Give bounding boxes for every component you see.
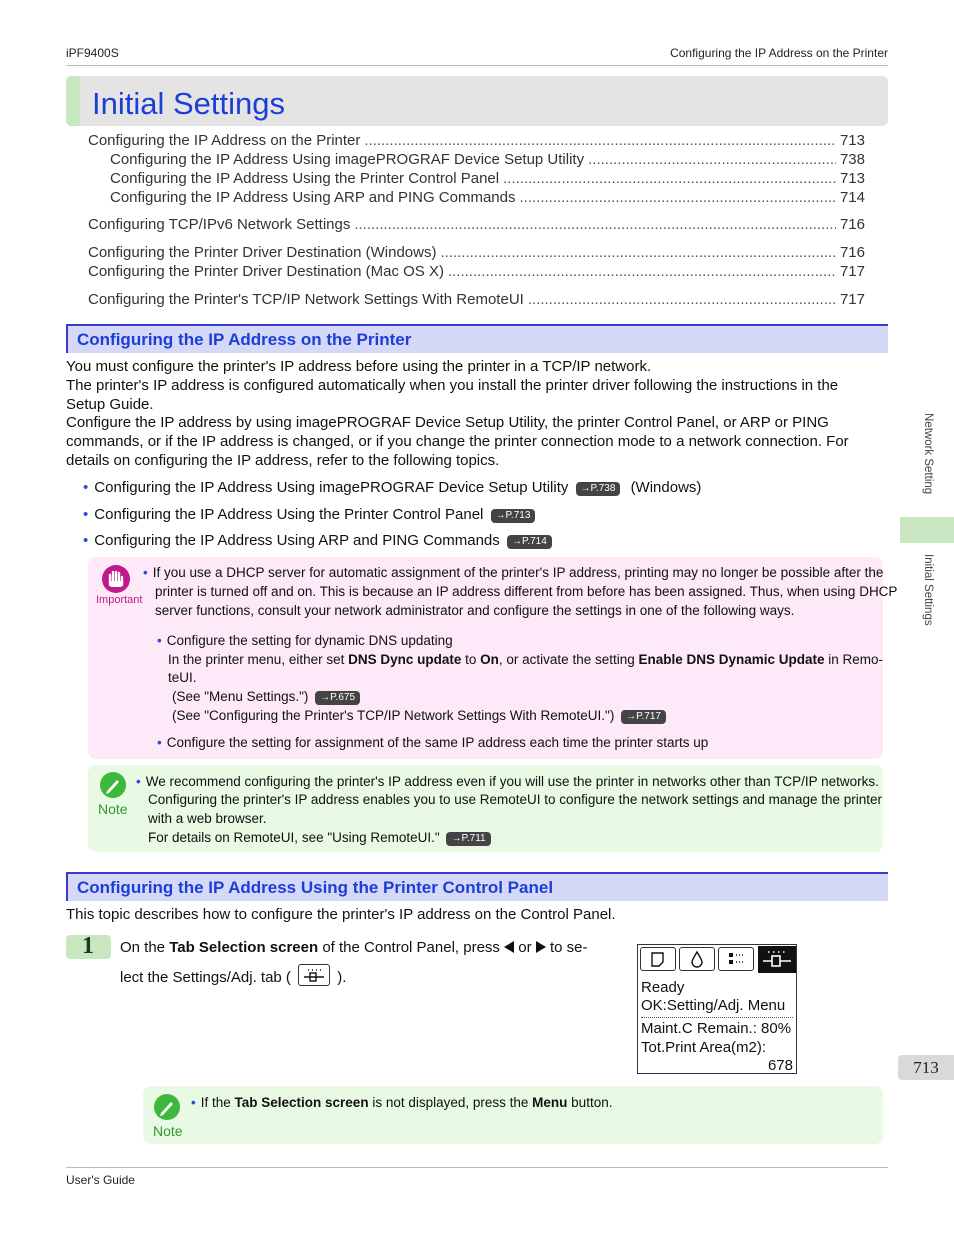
header-rule [66, 65, 888, 66]
toc-entry[interactable] [88, 263, 865, 280]
step-instruction: On the Tab Selection screen of the Control Panel, press or to se- [120, 939, 588, 956]
important-subitem-detail: In the printer menu, either set DNS Dync update to On, or activate the setting Enable DNS Dynamic Update in Remo- [168, 652, 884, 667]
ink-tab-icon [679, 947, 715, 971]
panel-print-area-value: 678 [767, 1057, 793, 1074]
section-heading-control-panel: Configuring the IP Address Using the Printer Control Panel [66, 872, 888, 901]
pencil-icon [153, 1093, 181, 1121]
note-text: Configuring the printer's IP address enables you to use RemoteUI to configure the network settings and manage the printer [148, 792, 883, 807]
paragraph: Setup Guide. [66, 396, 154, 413]
toc-entry-label: Configuring the IP Address Using imagePROGRAF Device Setup Utility [110, 151, 585, 168]
panel-status: Ready [641, 979, 685, 996]
important-subitem: • Configure the setting for assignment of the same IP address each time the printer starts up [157, 735, 709, 750]
important-subitem: • Configure the setting for dynamic DNS updating [157, 633, 453, 648]
toc-entry-page: 738 [839, 151, 865, 168]
toc-entry-label: Configuring the Printer's TCP/IP Network Settings With RemoteUI [88, 291, 524, 308]
settings-tab-icon [298, 964, 330, 986]
right-arrow-icon [536, 941, 546, 953]
toc-entry-label: Configuring the Printer Driver Destination (Windows) [88, 244, 437, 261]
toc-leader-dots [528, 291, 836, 308]
toc-entry[interactable] [110, 189, 865, 206]
toc-entry[interactable] [110, 151, 865, 168]
list-item[interactable]: • Configuring the IP Address Using the Printer Control Panel →P.713 [83, 506, 535, 523]
footer-text: User's Guide [66, 1173, 135, 1187]
toc-leader-dots [520, 189, 836, 206]
paragraph: commands, or if the IP address is changed, or if you change the printer connection mode to a network connection. For [66, 433, 849, 450]
toc-leader-dots [364, 132, 836, 149]
toc-entry[interactable] [110, 170, 865, 187]
important-text: printer is turned off and on. This is because an IP address different from before has been assigned. Thus, when using DHCP [155, 584, 898, 599]
note-text: with a web browser. [148, 811, 267, 826]
toc-entry-page: 716 [839, 244, 865, 261]
toc-entry[interactable] [88, 244, 865, 261]
toc-entry-label: Configuring TCP/IPv6 Network Settings [88, 216, 351, 233]
toc-entry-label: Configuring the IP Address Using ARP and PING Commands [110, 189, 516, 206]
see-reference: (See "Menu Settings.") →P.675 [172, 688, 360, 707]
note-text: • If the Tab Selection screen is not displayed, press the Menu button. [191, 1095, 613, 1110]
toc-leader-dots [354, 216, 836, 233]
header-model: iPF9400S [66, 46, 119, 60]
toc-leader-dots [440, 244, 836, 261]
note-label: Note [153, 1123, 183, 1139]
toc-entry-page: 716 [839, 216, 865, 233]
note-text: For details on RemoteUI, see "Using RemoteUI." →P.711 [148, 829, 491, 848]
panel-divider [641, 1017, 793, 1018]
toc-entry-page: 714 [839, 189, 865, 206]
toc-leader-dots [503, 170, 836, 187]
toc-entry-page: 713 [839, 132, 865, 149]
list-item[interactable]: • Configuring the IP Address Using ARP and PING Commands →P.714 [83, 532, 552, 549]
side-tab-marker [900, 517, 954, 543]
see-reference: (See "Configuring the Printer's TCP/IP Network Settings With RemoteUI.") →P.717 [172, 707, 666, 726]
panel-print-area: Tot.Print Area(m2): [641, 1039, 767, 1056]
toc-entry-label: Configuring the IP Address Using the Printer Control Panel [110, 170, 500, 187]
paragraph: The printer's IP address is configured automatically when you install the printer driver following the instructions in the [66, 377, 839, 394]
panel-menu-hint: OK:Setting/Adj. Menu [641, 997, 786, 1014]
footer-rule [66, 1167, 888, 1168]
list-item[interactable]: • Configuring the IP Address Using imagePROGRAF Device Setup Utility →P.738 (Windows) [83, 479, 702, 496]
paragraph: This topic describes how to configure the printer's IP address on the Control Panel. [66, 906, 616, 923]
section-heading-ip-address: Configuring the IP Address on the Printer [66, 324, 888, 353]
important-subitem-detail: teUI. [168, 670, 197, 685]
job-tab-icon [718, 947, 754, 971]
toc-entry-page: 717 [839, 263, 865, 280]
page-title: Initial Settings [92, 86, 285, 121]
toc-entry[interactable] [88, 216, 865, 233]
note-text: • We recommend configuring the printer's IP address even if you will use the printer in networks other than TCP/IP networks. [136, 774, 879, 789]
control-panel-display [637, 944, 797, 1074]
settings-tab-icon-selected [758, 946, 796, 973]
page-reference-link[interactable]: →P.714 [507, 535, 552, 549]
step-instruction: lect the Settings/Adj. tab ( ). [120, 964, 346, 986]
toc-leader-dots [448, 263, 836, 280]
paragraph: You must configure the printer's IP address before using the printer in a TCP/IP network. [66, 358, 652, 375]
important-text: • If you use a DHCP server for automatic assignment of the printer's IP address, printing may no longer be possible after the [143, 565, 884, 580]
side-tab-initial-settings[interactable]: Initial Settings [922, 554, 934, 626]
page-number: 713 [898, 1055, 954, 1080]
paper-tab-icon [640, 947, 676, 971]
page-reference-link[interactable]: →P.738 [576, 482, 621, 496]
page-reference-link[interactable]: →P.675 [315, 691, 360, 705]
side-tab-network-setting[interactable]: Network Setting [922, 413, 934, 495]
important-label: Important [96, 594, 143, 606]
important-text: server functions, consult your network administrator and configure the settings in one of the following ways. [155, 603, 795, 618]
page-reference-link[interactable]: →P.713 [491, 509, 536, 523]
toc-entry-page: 717 [839, 291, 865, 308]
toc-entry[interactable] [88, 291, 865, 308]
page-reference-link[interactable]: →P.711 [446, 832, 490, 846]
toc-entry-label: Configuring the Printer Driver Destination (Mac OS X) [88, 263, 444, 280]
page-reference-link[interactable]: →P.717 [621, 710, 666, 724]
paragraph: Configure the IP address by using imagePROGRAF Device Setup Utility, the printer Control Panel, or ARP or PING [66, 414, 829, 431]
pencil-icon [99, 771, 127, 799]
left-arrow-icon [504, 941, 514, 953]
note-label: Note [98, 801, 128, 817]
hand-stop-icon [101, 564, 131, 594]
panel-maintenance: Maint.C Remain.: 80% [641, 1020, 792, 1037]
step-number-badge: 1 [66, 935, 111, 959]
header-section: Configuring the IP Address on the Printer [670, 46, 888, 60]
paragraph: details on configuring the IP address, refer to the following topics. [66, 452, 500, 469]
toc-entry[interactable] [88, 132, 865, 149]
toc-leader-dots [588, 151, 836, 168]
toc-entry-label: Configuring the IP Address on the Printer [88, 132, 361, 149]
toc-entry-page: 713 [839, 170, 865, 187]
